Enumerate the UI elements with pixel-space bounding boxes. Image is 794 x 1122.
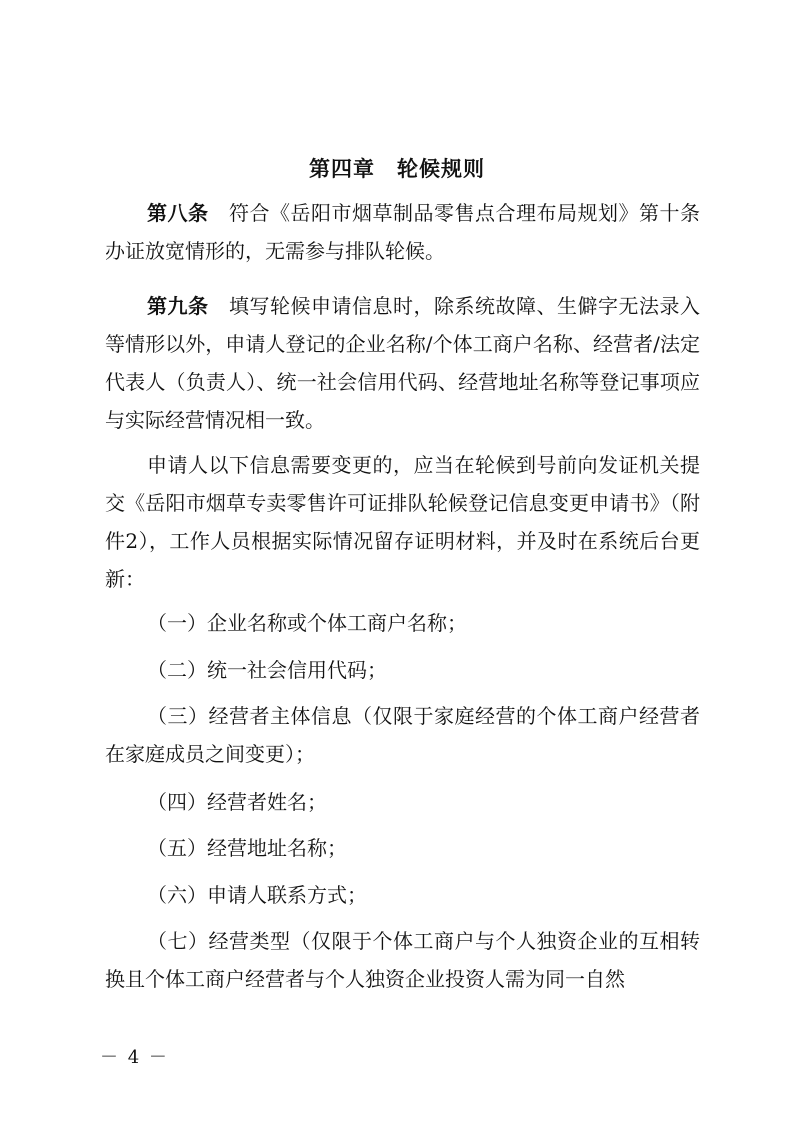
article-9: [105, 287, 700, 439]
list-item: （七）经营类型（仅限于个体工商户与个人独资企业的互相转换且个体工商户经营者与个人独资企业投资人需为同一自然: [105, 929, 700, 991]
list-item: （一）企业名称或个体工商户名称；: [147, 611, 467, 635]
list-item: （三）经营者主体信息（仅限于家庭经营的个体工商户经营者在家庭成员之间变更）；: [105, 704, 700, 766]
list-item: （六）申请人联系方式；: [147, 883, 367, 907]
list-item: （四）经营者姓名；: [147, 790, 327, 814]
page-number: － 4 －: [100, 1047, 169, 1068]
body-paragraph: 申请人以下信息需要变更的，应当在轮候到号前向发证机关提交《岳阳市烟草专卖零售许可证排队轮候登记信息变更申请书》（附件2），工作人员根据实际情况留存证明材料，并及时在系统后台更新：: [105, 453, 700, 591]
article-label: 第九条: [147, 294, 209, 318]
article-label: 第八条: [147, 201, 209, 225]
list-item: （五）经营地址名称；: [147, 836, 347, 860]
chapter-title: 第四章 轮候规则: [309, 157, 485, 181]
article-text: 符合《岳阳市烟草制品零售点合理布局规划》第十条办证放宽情形的，无需参与排队轮候。: [105, 201, 700, 263]
list-item: （二）统一社会信用代码；: [147, 658, 387, 682]
article-text: 填写轮候申请信息时，除系统故障、生僻字无法录入等情形以外，申请人登记的企业名称/个体工商户名称、经营者/法定代表人（负责人）、统一社会信用代码、经营地址名称等登记事项应与实际经营情况相一致。: [105, 294, 700, 432]
article-8: [105, 194, 700, 270]
